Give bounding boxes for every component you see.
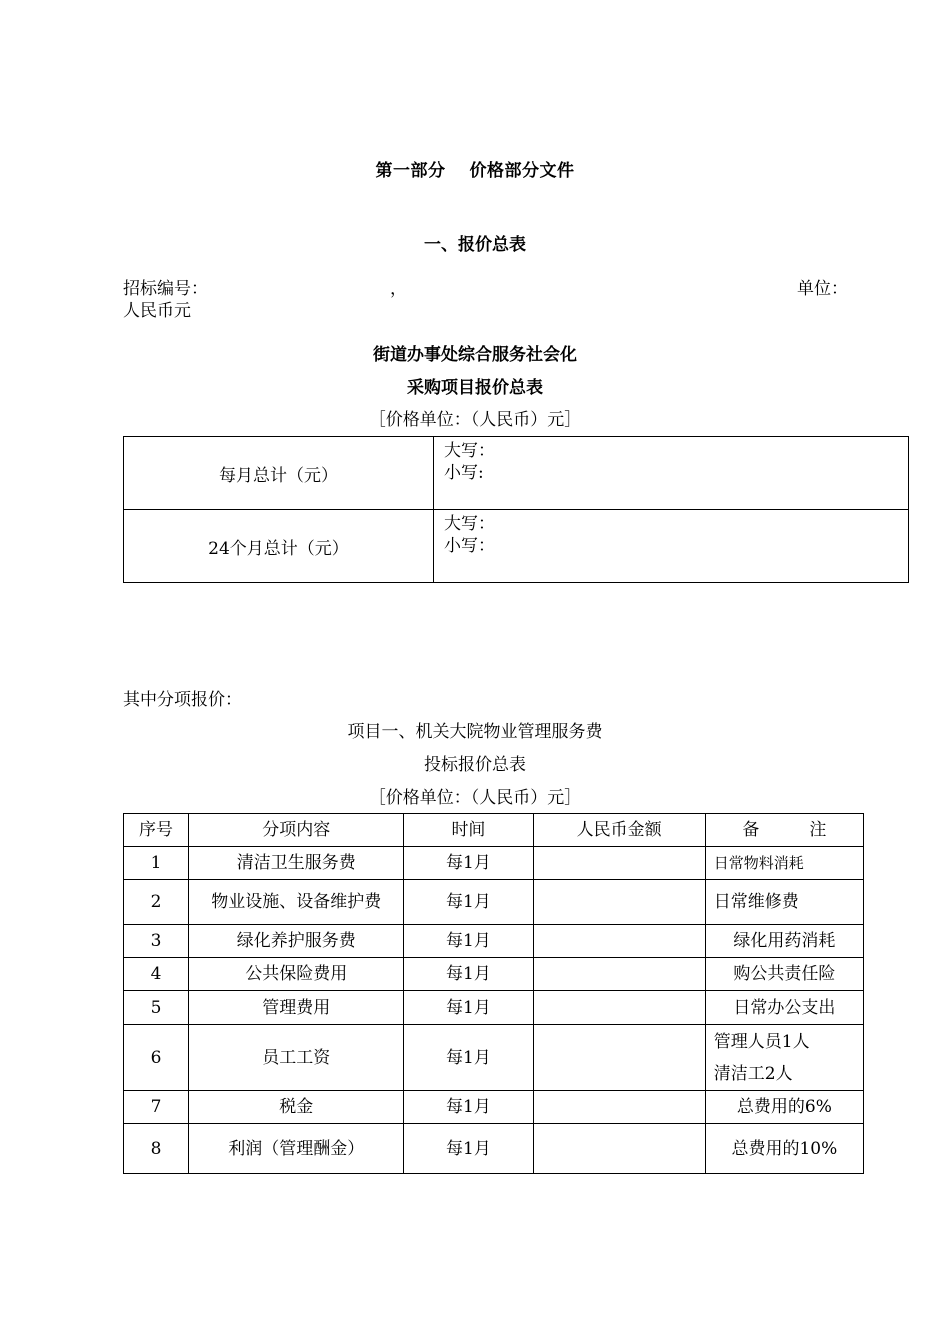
row-amount[interactable] <box>533 958 705 991</box>
row-no: 7 <box>124 1091 189 1124</box>
row-note <box>705 1025 863 1091</box>
row-no: 2 <box>124 880 189 925</box>
total-24-lower-label: 小写： <box>444 536 495 556</box>
monthly-lower-label: 小写: <box>444 463 484 483</box>
row-amount[interactable] <box>533 925 705 958</box>
row-no: 4 <box>124 958 189 991</box>
row-note: 购公共责任险 <box>705 958 863 991</box>
summary-table <box>123 436 909 583</box>
row-item: 清洁卫生服务费 <box>189 847 404 880</box>
summary-title-line1: 街道办事处综合服务社会化 <box>373 345 577 365</box>
table-row <box>124 1025 864 1091</box>
table-row <box>124 991 864 1025</box>
row-no: 8 <box>124 1124 189 1174</box>
table-row <box>124 1124 864 1174</box>
breakdown-label: 其中分项报价： <box>123 690 242 710</box>
row-item: 物业设施、设备维护费 <box>189 880 404 925</box>
row-amount[interactable] <box>533 847 705 880</box>
table-row <box>124 958 864 991</box>
row-amount[interactable] <box>533 1091 705 1124</box>
row-note: 日常办公支出 <box>705 991 863 1025</box>
row-note: 日常物料消耗 <box>705 847 863 880</box>
row-note: 总费用的10% <box>705 1124 863 1174</box>
row-amount[interactable] <box>533 1124 705 1174</box>
row-item: 利润（管理酬金） <box>189 1124 404 1174</box>
row-item: 税金 <box>189 1091 404 1124</box>
project-subtitle: 投标报价总表 <box>424 755 526 775</box>
header-time: 时间 <box>404 814 533 847</box>
header-amount: 人民币金额 <box>533 814 705 847</box>
row-note: 绿化用药消耗 <box>705 925 863 958</box>
row-no: 3 <box>124 925 189 958</box>
table-header-row <box>124 814 864 847</box>
row-no: 1 <box>124 847 189 880</box>
part-title <box>0 156 950 181</box>
row-time: 每1月 <box>404 991 533 1025</box>
row-item: 公共保险费用 <box>189 958 404 991</box>
summary-title-line2: 采购项目报价总表 <box>407 378 543 398</box>
header-note-b: 注 <box>809 820 827 840</box>
row-time: 每1月 <box>404 1025 533 1091</box>
row-amount[interactable] <box>533 1025 705 1091</box>
summary-row-24months <box>124 510 909 583</box>
row-note: 总费用的6% <box>705 1091 863 1124</box>
row-no: 5 <box>124 991 189 1025</box>
header-note <box>705 814 863 847</box>
row-amount[interactable] <box>533 991 705 1025</box>
item-price-table <box>123 813 864 1174</box>
project-price-unit: ［价格单位：（人民币）元］ <box>368 788 582 808</box>
monthly-total-label: 每月总计（元） <box>124 437 434 510</box>
row-amount[interactable] <box>533 880 705 925</box>
row-time: 每1月 <box>404 1124 533 1174</box>
section-title: 一、报价总表 <box>424 235 526 255</box>
monthly-total-values[interactable] <box>434 437 909 510</box>
header-note-a: 备 <box>742 820 760 840</box>
unit-label: 单位： <box>797 279 848 299</box>
header-no: 序号 <box>124 814 189 847</box>
summary-price-unit: ［价格单位：（人民币）元］ <box>368 410 582 430</box>
row-time: 每1月 <box>404 925 533 958</box>
row-time: 每1月 <box>404 958 533 991</box>
row-no: 6 <box>124 1025 189 1091</box>
header-item: 分项内容 <box>189 814 404 847</box>
row-note-line1: 管理人员1人 <box>713 1031 810 1052</box>
total-24-months-values[interactable] <box>434 510 909 583</box>
table-row <box>124 1091 864 1124</box>
table-row <box>124 880 864 925</box>
row-item: 员工工资 <box>189 1025 404 1091</box>
row-note: 日常维修费 <box>705 880 863 925</box>
tender-number-label: 招标编号： <box>123 279 208 299</box>
row-item: 绿化养护服务费 <box>189 925 404 958</box>
total-24-upper-label: 大写： <box>444 514 495 534</box>
monthly-upper-label: 大写： <box>444 441 495 461</box>
part-title-number: 第一部分 <box>375 161 446 181</box>
row-item: 管理费用 <box>189 991 404 1025</box>
project-title: 项目一、机关大院物业管理服务费 <box>347 722 603 742</box>
table-row <box>124 847 864 880</box>
row-time: 每1月 <box>404 880 533 925</box>
total-24-months-label: 24个月总计（元） <box>124 510 434 583</box>
tender-number-comma: ， <box>390 279 407 299</box>
row-time: 每1月 <box>404 1091 533 1124</box>
table-row <box>124 925 864 958</box>
unit-value: 人民币元 <box>123 301 191 321</box>
part-title-text: 价格部分文件 <box>469 161 575 181</box>
summary-row-monthly <box>124 437 909 510</box>
row-time: 每1月 <box>404 847 533 880</box>
row-note-line2: 清洁工2人 <box>713 1063 793 1084</box>
